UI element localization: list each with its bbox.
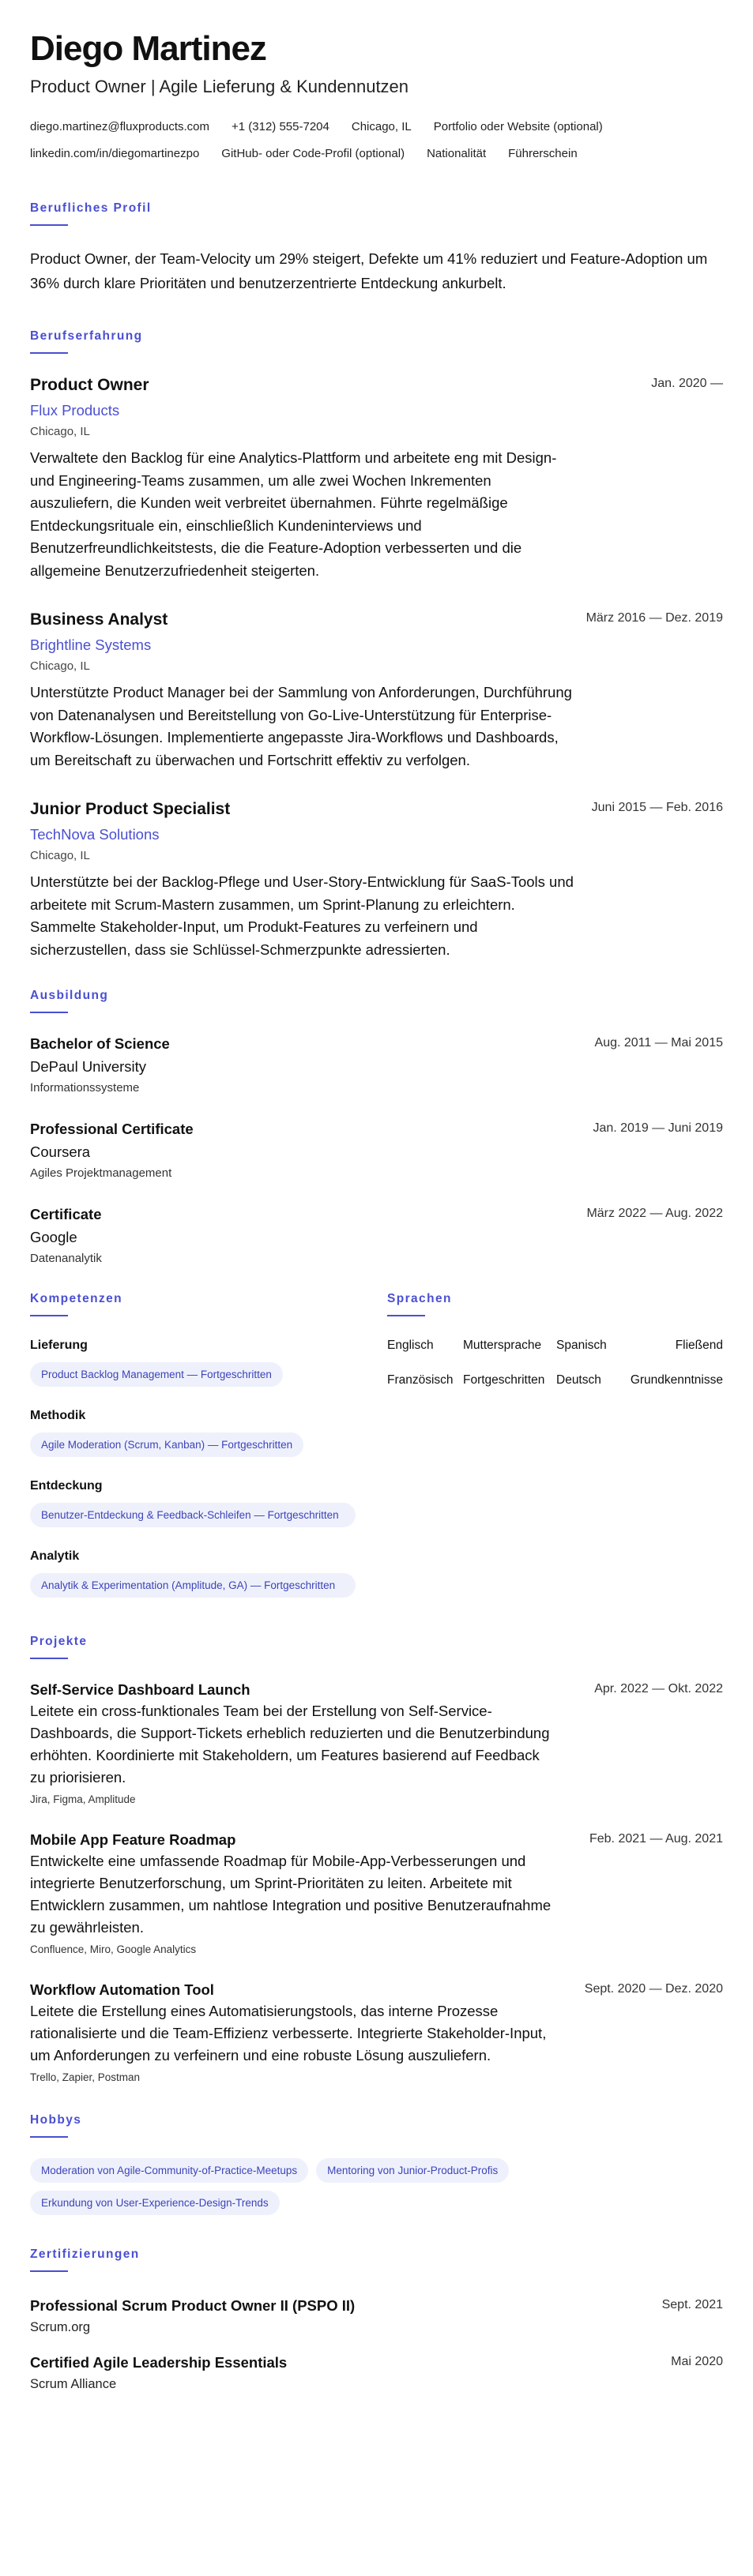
job-entry xyxy=(30,609,723,772)
project-entry xyxy=(30,1830,723,1958)
job-dates: Juni 2015 — Feb. 2016 xyxy=(591,801,723,814)
section-divider xyxy=(387,1315,425,1316)
section-title: Zertifizierungen xyxy=(30,2247,140,2261)
section-divider xyxy=(30,2270,68,2272)
education-dates: Aug. 2011 — Mai 2015 xyxy=(594,1036,723,1050)
job-title: Product Owner xyxy=(30,376,149,394)
certification-issuer: Scrum.org xyxy=(30,2320,91,2334)
hobby-chip: Mentoring von Junior-Product-Profis xyxy=(316,2158,509,2183)
candidate-name: Diego Martinez xyxy=(30,29,266,68)
education-entry xyxy=(30,1034,723,1097)
education-field: Datenanalytik xyxy=(30,1252,102,1265)
education-degree: Bachelor of Science xyxy=(30,1035,170,1052)
project-title: Self-Service Dashboard Launch xyxy=(30,1681,250,1698)
job-company: Flux Products xyxy=(30,402,120,419)
section-title: Projekte xyxy=(30,1635,88,1648)
languages-section xyxy=(387,1291,723,1618)
certification-entry xyxy=(30,2353,723,2394)
education-field: Informationssysteme xyxy=(30,1081,140,1095)
section-divider xyxy=(30,1012,68,1013)
education-school: DePaul University xyxy=(30,1058,147,1075)
project-dates: Apr. 2022 — Okt. 2022 xyxy=(594,1682,723,1695)
contact-phone[interactable]: +1 (312) 555-7204 xyxy=(232,120,329,133)
education-school: Google xyxy=(30,1229,77,1245)
education-section xyxy=(30,988,723,1267)
certification-name: Certified Agile Leadership Essentials xyxy=(30,2354,288,2371)
section-divider xyxy=(30,1658,68,1659)
job-company: TechNova Solutions xyxy=(30,826,160,843)
skill-category: Entdeckung xyxy=(30,1479,103,1493)
section-divider xyxy=(30,352,68,354)
job-dates: März 2016 — Dez. 2019 xyxy=(585,611,723,625)
skill-category: Lieferung xyxy=(30,1339,88,1352)
job-entry xyxy=(30,374,723,582)
job-title: Business Analyst xyxy=(30,610,168,629)
section-title: Berufserfahrung xyxy=(30,329,143,343)
language-row xyxy=(387,1372,723,1389)
skill-group xyxy=(30,1337,387,1390)
contact-location: Chicago, IL xyxy=(351,120,412,133)
language-name: Englisch xyxy=(387,1339,434,1352)
certification-issuer: Scrum Alliance xyxy=(30,2377,117,2391)
section-divider xyxy=(30,2136,68,2138)
project-dates: Sept. 2020 — Dez. 2020 xyxy=(584,1982,723,1996)
language-name: Spanisch xyxy=(556,1339,607,1352)
contact-drivers-license: Führerschein xyxy=(508,147,578,160)
job-location: Chicago, IL xyxy=(30,425,90,438)
hobbies-section xyxy=(30,2112,723,2218)
language-name: Französisch xyxy=(387,1373,454,1387)
project-tech: Confluence, Miro, Google Analytics xyxy=(30,1943,197,1955)
language-level: Muttersprache xyxy=(463,1339,542,1352)
contact-nationality: Nationalität xyxy=(427,147,487,160)
section-title: Berufliches Profil xyxy=(30,201,152,215)
project-tech: Trello, Zapier, Postman xyxy=(30,2071,141,2083)
job-description: Unterstützte Product Manager bei der Sammlung von Anforderungen, Durchführung von Datenanalysen und Bereitstellung von Go-Live-Unterstützung für Enterprise-Workflow-Lösungen. Implementierte angepasste Jira-Workflows und Dashboards, um Bereitschaft zu überwachen und Fortschritt effektiv zu verfolgen. xyxy=(30,684,572,768)
project-description: Leitete ein cross-funktionales Team bei der Erstellung von Self-Service-Dashboards, die Support-Tickets erheblich reduzierten und die Benutzerbindung erhöhten. Koordinierte mit Stakeholdern, um Features basierend auf Feedback zu priorisieren. xyxy=(30,1703,550,1786)
language-level: Fließend xyxy=(675,1339,723,1352)
hobby-list xyxy=(30,2158,631,2218)
section-title: Sprachen xyxy=(387,1292,452,1305)
profile-summary: Product Owner, der Team-Velocity um 29% steigert, Defekte um 41% reduziert und Feature-Adoption um 36% durch klare Prioritäten und benutzerzentrierte Entdeckung ankurbelt. xyxy=(30,250,708,291)
skills-section xyxy=(30,1291,387,1618)
job-location: Chicago, IL xyxy=(30,659,90,673)
hobby-chip: Moderation von Agile-Community-of-Practice-Meetups xyxy=(30,2158,308,2183)
job-location: Chicago, IL xyxy=(30,849,90,862)
job-description: Unterstützte bei der Backlog-Pflege und User-Story-Entwicklung für SaaS-Tools und arbeitete mit Scrum-Mastern zusammen, um Sprint-Planung zu erleichtern. Sammelte Stakeholder-Input, um Produkt-Features zu verfeinern und sicherzustellen, dass sie Schlüssel-Schmerzpunkte adressierten. xyxy=(30,873,574,958)
skill-group xyxy=(30,1548,387,1601)
education-entry xyxy=(30,1204,723,1267)
certifications-section xyxy=(30,2247,723,2394)
education-dates: Jan. 2019 — Juni 2019 xyxy=(593,1121,723,1135)
certification-name: Professional Scrum Product Owner II (PSPO II) xyxy=(30,2297,356,2314)
job-entry xyxy=(30,798,723,961)
experience-section xyxy=(30,329,723,961)
skill-chip: Benutzer-Entdeckung & Feedback-Schleifen — Fortgeschritten xyxy=(30,1503,356,1527)
certification-entry xyxy=(30,2296,723,2337)
section-title: Ausbildung xyxy=(30,989,109,1002)
section-divider xyxy=(30,224,68,226)
project-dates: Feb. 2021 — Aug. 2021 xyxy=(589,1832,723,1846)
language-name: Deutsch xyxy=(556,1373,601,1387)
project-tech: Jira, Figma, Amplitude xyxy=(30,1793,136,1805)
job-dates: Jan. 2020 — xyxy=(651,377,723,390)
project-entry xyxy=(30,1680,723,1808)
project-title: Mobile App Feature Roadmap xyxy=(30,1831,236,1848)
skill-category: Methodik xyxy=(30,1409,86,1422)
project-title: Workflow Automation Tool xyxy=(30,1981,214,1998)
project-description: Leitete die Erstellung eines Automatisierungstools, das interne Prozesse rationalisierte und die Team-Effizienz verbesserte. Integrierte Stakeholder-Input, um Anforderungen zu verfeinern und eine robuste Lösung auszuliefern. xyxy=(30,2003,547,2063)
profile-section xyxy=(30,201,723,295)
projects-section xyxy=(30,1634,723,2086)
education-field: Agiles Projektmanagement xyxy=(30,1166,172,1180)
education-entry xyxy=(30,1119,723,1182)
language-row xyxy=(387,1337,723,1354)
language-level: Grundkenntnisse xyxy=(630,1373,723,1387)
skill-category: Analytik xyxy=(30,1549,80,1563)
skills-languages-row xyxy=(30,1291,723,1618)
skill-group xyxy=(30,1478,387,1530)
contact-list xyxy=(30,114,723,167)
hobby-chip: Erkundung von User-Experience-Design-Trends xyxy=(30,2191,280,2215)
section-divider xyxy=(30,1315,68,1316)
certification-date: Mai 2020 xyxy=(671,2355,723,2368)
section-title: Kompetenzen xyxy=(30,1292,123,1305)
contact-portfolio[interactable]: Portfolio oder Website (optional) xyxy=(433,120,603,133)
contact-email[interactable]: diego.martinez@fluxproducts.com xyxy=(30,120,209,133)
skill-chip: Product Backlog Management — Fortgeschritten xyxy=(30,1362,283,1387)
project-entry xyxy=(30,1980,723,2086)
education-dates: März 2022 — Aug. 2022 xyxy=(586,1207,723,1220)
section-title: Hobbys xyxy=(30,2113,82,2127)
job-title: Junior Product Specialist xyxy=(30,800,231,818)
education-degree: Professional Certificate xyxy=(30,1121,194,1137)
resume-header xyxy=(30,28,723,167)
job-description: Verwaltete den Backlog für eine Analytics-Plattform und arbeitete eng mit Design- und Engineering-Teams zusammen, um alle zwei Wochen Inkrementen auszuliefern, die Kunden weit verbreitet übernahmen. Führte regelmäßige Entdeckungsrituale ein, einschließlich Kundeninterviews und Benutzerfreundlichkeitstests, die die Feature-Adoption verbesserten und die allgemeine Benutzerzufriedenheit steigerten. xyxy=(30,449,557,579)
skill-chip: Analytik & Experimentation (Amplitude, GA) — Fortgeschritten xyxy=(30,1573,356,1598)
contact-linkedin[interactable]: linkedin.com/in/diegomartinezpo xyxy=(30,147,200,160)
job-company: Brightline Systems xyxy=(30,636,152,653)
education-school: Coursera xyxy=(30,1143,91,1160)
language-level: Fortgeschritten xyxy=(463,1373,545,1387)
contact-github[interactable]: GitHub- oder Code-Profil (optional) xyxy=(221,147,405,160)
skill-chip: Agile Moderation (Scrum, Kanban) — Fortgeschritten xyxy=(30,1433,303,1457)
education-degree: Certificate xyxy=(30,1206,102,1222)
candidate-headline: Product Owner | Agile Lieferung & Kundennutzen xyxy=(30,77,409,96)
project-description: Entwickelte eine umfassende Roadmap für Mobile-App-Verbesserungen und integrierte Benutzerforschung, um Sprint-Prioritäten zu leiten. Arbeitete mit Entwicklern zusammen, um nahtlose Integration und positive Benutzeraufnahme zu gewährleisten. xyxy=(30,1853,552,1936)
certification-date: Sept. 2021 xyxy=(661,2298,723,2311)
skill-group xyxy=(30,1407,387,1460)
